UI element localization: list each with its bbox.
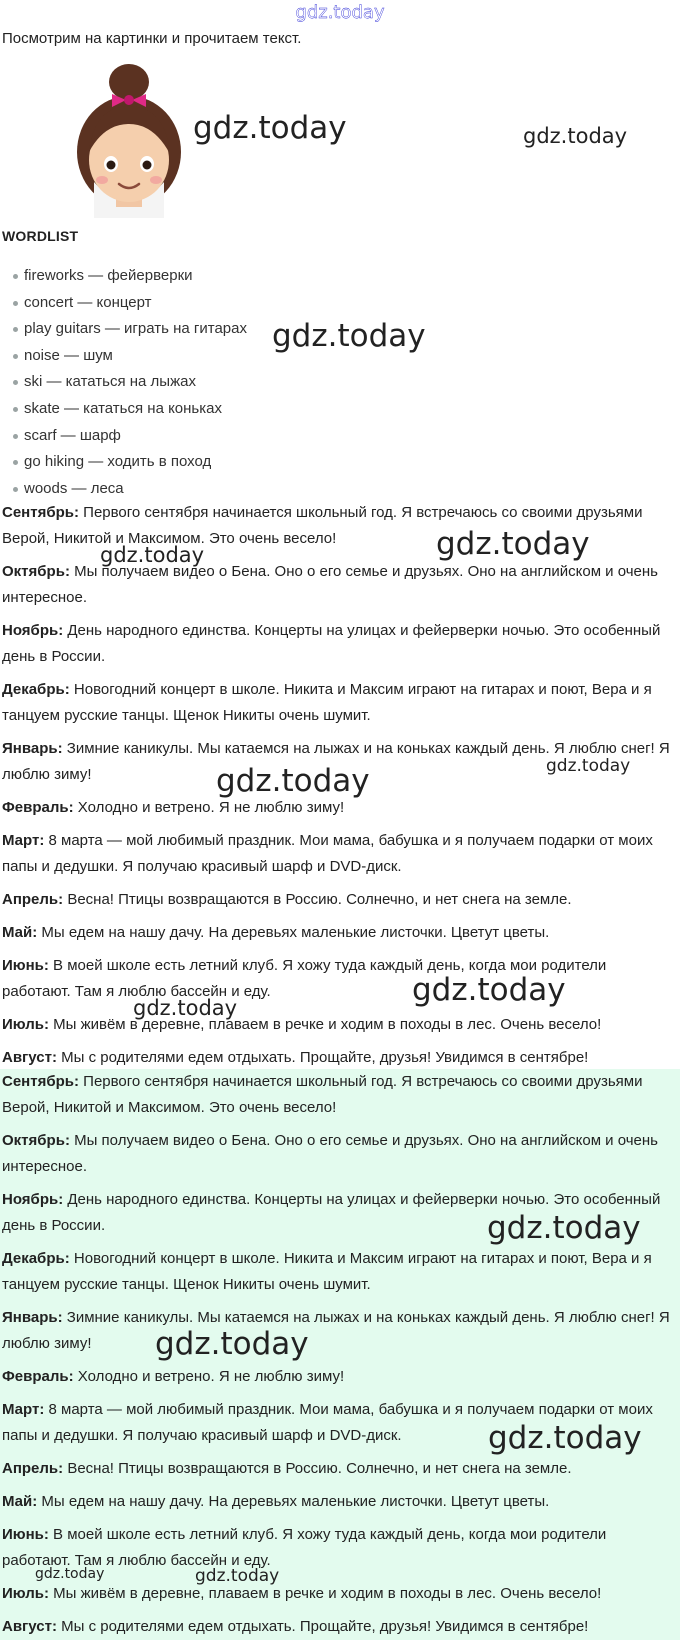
month-name: Июнь bbox=[2, 957, 44, 974]
month-name: Март bbox=[2, 1401, 40, 1418]
watermark: gdz.today bbox=[523, 124, 628, 148]
month-text: Новогодний концерт в школе. Никита и Максим играют на гитарах и поют, Вера и я танцуем русские танцы. Щенок Никиты очень шумит. bbox=[2, 1250, 652, 1293]
watermark: gdz.today bbox=[155, 1326, 309, 1362]
watermark: gdz.today bbox=[272, 318, 426, 354]
month-name: Октябрь bbox=[2, 1132, 65, 1149]
month-name: Июль bbox=[2, 1585, 44, 1602]
month-name: Май bbox=[2, 1493, 33, 1510]
month-text: Мы живём в деревне, плаваем в речке и ходим в походы в лес. Очень весело! bbox=[53, 1585, 602, 1602]
watermark: gdz.today bbox=[195, 1566, 280, 1586]
month-name: Июль bbox=[2, 1016, 44, 1033]
month-name: Апрель bbox=[2, 1460, 59, 1477]
month-entry: Май: Мы едем на нашу дачу. На деревьях маленькие листочки. Цветут цветы. bbox=[2, 924, 550, 941]
month-text: День народного единства. Концерты на улицах и фейерверки ночью. Это особенный день в России. bbox=[2, 1191, 661, 1234]
month-name: Декабрь bbox=[2, 1250, 65, 1267]
month-name: Август bbox=[2, 1049, 52, 1066]
watermark: gdz.today bbox=[436, 526, 590, 562]
month-entry: Январь: Зимние каникулы. Мы катаемся на лыжах и на коньках каждый день. Я люблю снег! Я люблю зиму! bbox=[2, 740, 670, 783]
month-name: Январь bbox=[2, 740, 58, 757]
month-entry: Март: 8 марта — мой любимый праздник. Мои мама, бабушка и я получаем подарки от моих папы и дедушки. Я получаю красивый шарф и DVD-диск. bbox=[2, 1401, 653, 1444]
month-entry: Ноябрь: День народного единства. Концерты на улицах и фейерверки ночью. Это особенный день в России. bbox=[2, 622, 661, 665]
month-entry: Июль: Мы живём в деревне, плаваем в речке и ходим в походы в лес. Очень весело! bbox=[2, 1016, 602, 1033]
month-text: Мы получаем видео о Бена. Оно о его семье и друзьях. Оно на английском и очень интересное. bbox=[2, 563, 658, 606]
watermark: gdz.today bbox=[487, 1210, 641, 1246]
month-entry: Ноябрь: День народного единства. Концерты на улицах и фейерверки ночью. Это особенный день в России. bbox=[2, 1191, 661, 1234]
month-text: В моей школе есть летний клуб. Я хожу туда каждый день, когда мои родители работают. Там я люблю бассейн и еду. bbox=[2, 957, 607, 1000]
month-name: Февраль bbox=[2, 1368, 69, 1385]
month-text: Мы едем на нашу дачу. На деревьях маленькие листочки. Цветут цветы. bbox=[41, 924, 550, 941]
month-entry: Май: Мы едем на нашу дачу. На деревьях маленькие листочки. Цветут цветы. bbox=[2, 1493, 550, 1510]
month-entry: Декабрь: Новогодний концерт в школе. Никита и Максим играют на гитарах и поют, Вера и я танцуем русские танцы. Щенок Никиты очень шумит. bbox=[2, 681, 652, 724]
month-text: Первого сентября начинается школьный год. Я встречаюсь со своими друзьями Верой, Никитой и Максимом. Это очень весело! bbox=[2, 504, 643, 547]
month-text: Мы едем на нашу дачу. На деревьях маленькие листочки. Цветут цветы. bbox=[41, 1493, 550, 1510]
month-entry: Февраль: Холодно и ветрено. Я не люблю зиму! bbox=[2, 1368, 345, 1385]
intro-text: Посмотрим на картинки и прочитаем текст. bbox=[2, 30, 302, 47]
month-text: Холодно и ветрено. Я не люблю зиму! bbox=[77, 799, 345, 816]
wordlist bbox=[0, 266, 247, 505]
month-entry: Август: Мы с родителями едем отдыхать. Прощайте, друзья! Увидимся в сентябре! bbox=[2, 1049, 589, 1066]
month-name: Сентябрь bbox=[2, 1073, 74, 1090]
month-text: Зимние каникулы. Мы катаемся на лыжах и на коньках каждый день. Я люблю снег! Я люблю зиму! bbox=[2, 1309, 670, 1352]
month-name: Октябрь bbox=[2, 563, 65, 580]
month-name: Март bbox=[2, 832, 40, 849]
month-text: Весна! Птицы возвращаются в Россию. Солнечно, и нет снега на земле. bbox=[67, 1460, 572, 1477]
calendar-text bbox=[0, 500, 680, 1078]
month-entry: Декабрь: Новогодний концерт в школе. Никита и Максим играют на гитарах и поют, Вера и я танцуем русские танцы. Щенок Никиты очень шумит. bbox=[2, 1250, 652, 1293]
month-text: Новогодний концерт в школе. Никита и Максим играют на гитарах и поют, Вера и я танцуем русские танцы. Щенок Никиты очень шумит. bbox=[2, 681, 652, 724]
list-item: fireworks — фейерверки bbox=[0, 266, 247, 293]
month-entry: Июнь: В моей школе есть летний клуб. Я хожу туда каждый день, когда мои родители работают. Там я люблю бассейн и еду. bbox=[2, 1526, 607, 1569]
month-entry: Сентябрь: Первого сентября начинается школьный год. Я встречаюсь со своими друзьями Верой, Никитой и Максимом. Это очень весело! bbox=[2, 1073, 643, 1116]
month-entry: Февраль: Холодно и ветрено. Я не люблю зиму! bbox=[2, 799, 345, 816]
girl-avatar-icon bbox=[74, 62, 184, 218]
month-text: В моей школе есть летний клуб. Я хожу туда каждый день, когда мои родители работают. Там я люблю бассейн и еду. bbox=[2, 1526, 607, 1569]
list-item: ski — кататься на лыжах bbox=[0, 372, 247, 399]
month-entry: Апрель: Весна! Птицы возвращаются в Россию. Солнечно, и нет снега на земле. bbox=[2, 891, 572, 908]
month-text: Мы с родителями едем отдыхать. Прощайте, друзья! Увидимся в сентябре! bbox=[61, 1618, 589, 1635]
month-name: Ноябрь bbox=[2, 622, 59, 639]
month-text: Холодно и ветрено. Я не люблю зиму! bbox=[77, 1368, 345, 1385]
month-name: Февраль bbox=[2, 799, 69, 816]
month-text: 8 марта — мой любимый праздник. Мои мама, бабушка и я получаем подарки от моих папы и дедушки. Я получаю красивый шарф и DVD-диск. bbox=[2, 1401, 653, 1444]
month-entry: Сентябрь: Первого сентября начинается школьный год. Я встречаюсь со своими друзьями Верой, Никитой и Максимом. Это очень весело! bbox=[2, 504, 643, 547]
month-entry: Август: Мы с родителями едем отдыхать. Прощайте, друзья! Увидимся в сентябре! bbox=[2, 1618, 589, 1635]
month-entry: Январь: Зимние каникулы. Мы катаемся на лыжах и на коньках каждый день. Я люблю снег! Я люблю зиму! bbox=[2, 1309, 670, 1352]
watermark: gdz.today bbox=[412, 972, 566, 1008]
month-name: Декабрь bbox=[2, 681, 65, 698]
month-text: Зимние каникулы. Мы катаемся на лыжах и на коньках каждый день. Я люблю снег! Я люблю зиму! bbox=[2, 740, 670, 783]
list-item: noise — шум bbox=[0, 346, 247, 373]
watermark: gdz.today bbox=[35, 1566, 105, 1582]
watermark: gdz.today bbox=[546, 756, 631, 776]
list-item: scarf — шарф bbox=[0, 426, 247, 453]
list-item: go hiking — ходить в поход bbox=[0, 452, 247, 479]
header-watermark: gdz.today bbox=[295, 2, 385, 23]
month-name: Январь bbox=[2, 1309, 58, 1326]
month-text: День народного единства. Концерты на улицах и фейерверки ночью. Это особенный день в России. bbox=[2, 622, 661, 665]
watermark: gdz.today bbox=[488, 1420, 642, 1456]
wordlist-title: WORDLIST bbox=[2, 228, 79, 244]
month-text: Мы с родителями едем отдыхать. Прощайте, друзья! Увидимся в сентябре! bbox=[61, 1049, 589, 1066]
month-text: Первого сентября начинается школьный год. Я встречаюсь со своими друзьями Верой, Никитой и Максимом. Это очень весело! bbox=[2, 1073, 643, 1116]
month-name: Август bbox=[2, 1618, 52, 1635]
month-text: 8 марта — мой любимый праздник. Мои мама, бабушка и я получаем подарки от моих папы и дедушки. Я получаю красивый шарф и DVD-диск. bbox=[2, 832, 653, 875]
month-entry: Октябрь: Мы получаем видео о Бена. Оно о его семье и друзьях. Оно на английском и очень интересное. bbox=[2, 563, 658, 606]
month-text: Мы живём в деревне, плаваем в речке и ходим в походы в лес. Очень весело! bbox=[53, 1016, 602, 1033]
month-name: Сентябрь bbox=[2, 504, 74, 521]
month-entry: Июль: Мы живём в деревне, плаваем в речке и ходим в походы в лес. Очень весело! bbox=[2, 1585, 602, 1602]
list-item: play guitars — играть на гитарах bbox=[0, 319, 247, 346]
month-entry: Март: 8 марта — мой любимый праздник. Мои мама, бабушка и я получаем подарки от моих папы и дедушки. Я получаю красивый шарф и DVD-диск. bbox=[2, 832, 653, 875]
month-name: Апрель bbox=[2, 891, 59, 908]
list-item: concert — концерт bbox=[0, 293, 247, 320]
month-entry: Апрель: Весна! Птицы возвращаются в Россию. Солнечно, и нет снега на земле. bbox=[2, 1460, 572, 1477]
list-item: woods — леса bbox=[0, 479, 247, 506]
month-name: Ноябрь bbox=[2, 1191, 59, 1208]
month-name: Июнь bbox=[2, 1526, 44, 1543]
month-text: Весна! Птицы возвращаются в Россию. Солнечно, и нет снега на земле. bbox=[67, 891, 572, 908]
answer-block bbox=[0, 1069, 680, 1640]
list-item: skate — кататься на коньках bbox=[0, 399, 247, 426]
month-name: Май bbox=[2, 924, 33, 941]
month-text: Мы получаем видео о Бена. Оно о его семье и друзьях. Оно на английском и очень интересное. bbox=[2, 1132, 658, 1175]
watermark: gdz.today bbox=[100, 543, 205, 567]
month-entry: Октябрь: Мы получаем видео о Бена. Оно о его семье и друзьях. Оно на английском и очень интересное. bbox=[2, 1132, 658, 1175]
watermark: gdz.today bbox=[216, 763, 370, 799]
watermark: gdz.today bbox=[193, 110, 347, 146]
watermark: gdz.today bbox=[133, 996, 238, 1020]
month-entry: Июнь: В моей школе есть летний клуб. Я хожу туда каждый день, когда мои родители работают. Там я люблю бассейн и еду. bbox=[2, 957, 607, 1000]
